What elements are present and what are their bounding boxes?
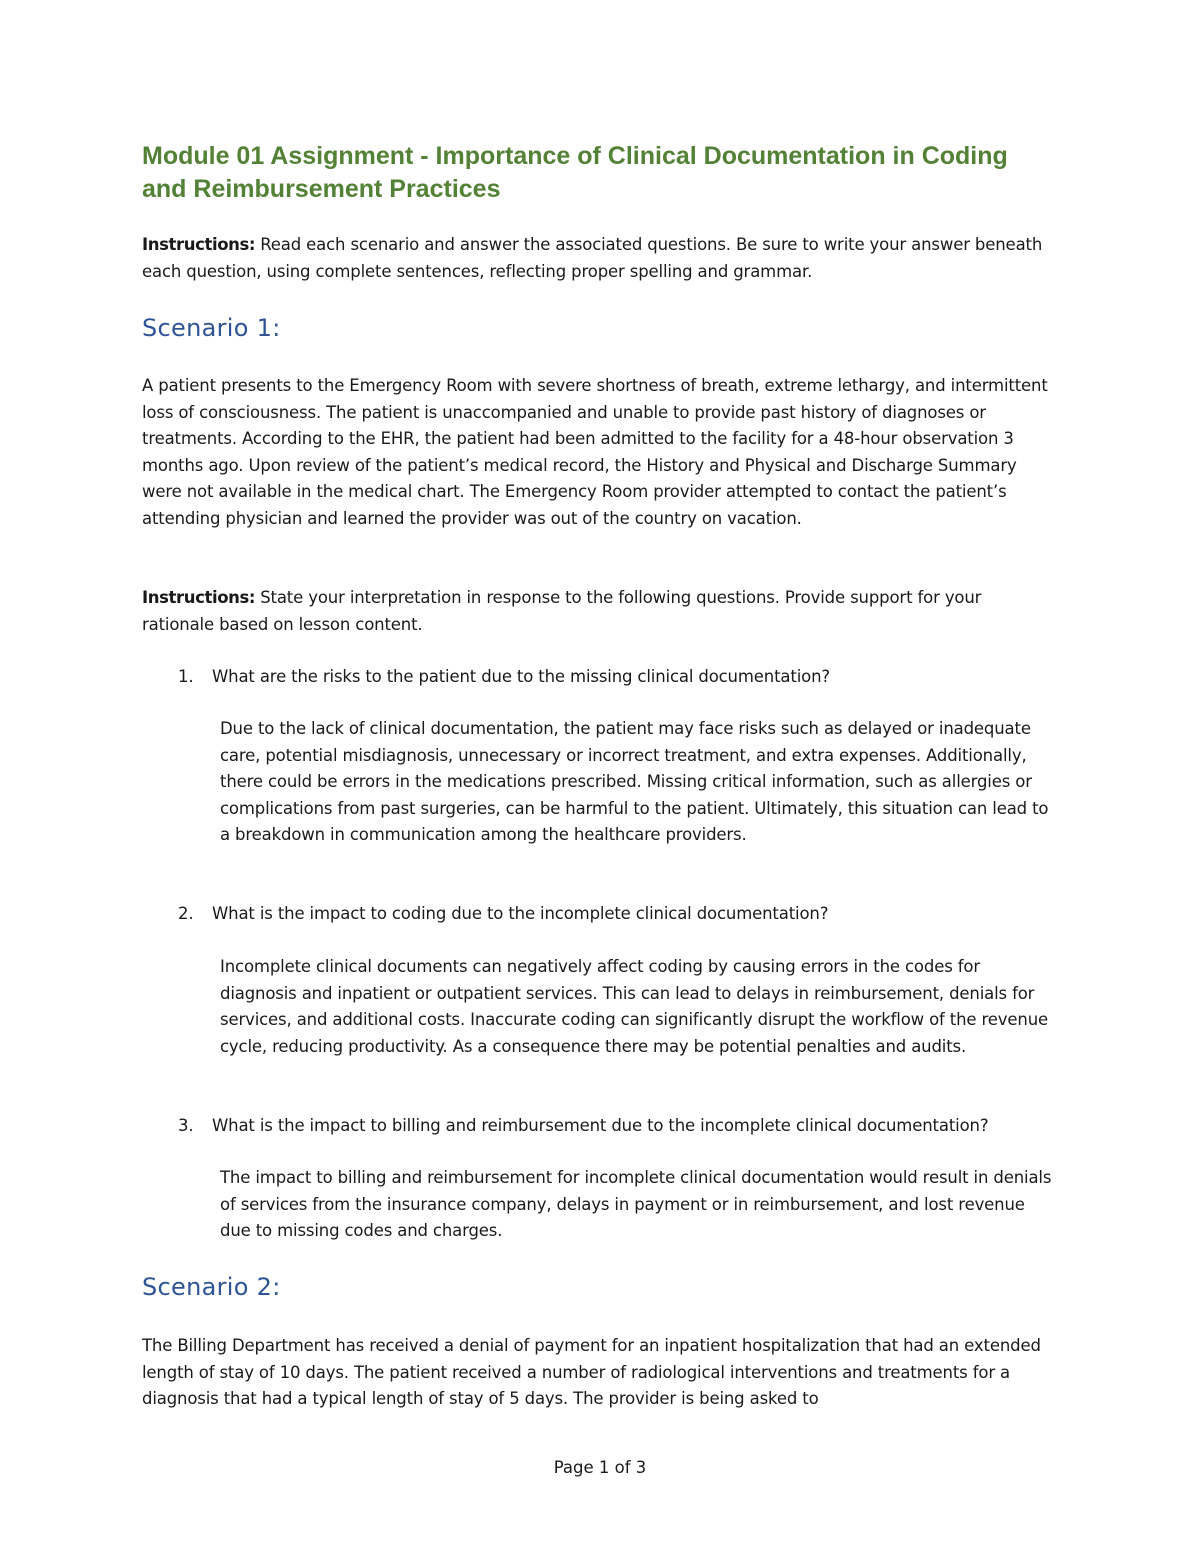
question-number: 1. xyxy=(178,667,194,686)
instructions-paragraph-2 xyxy=(142,585,1057,638)
answer-2: Incomplete clinical documents can negatively affect coding by causing errors in the codes for diagnosis and inpatient or outpatient services. This can lead to delays in reimbursement, denials for services, and additional costs. Inaccurate coding can significantly disrupt the workflow of the revenue cycle, reducing productivity. As a consequence there may be potential penalties and audits. xyxy=(220,957,1049,1056)
scenario-2-heading: Scenario 2: xyxy=(142,1273,281,1301)
question-number: 3. xyxy=(178,1116,194,1135)
instructions-label-2: Instructions: xyxy=(142,588,256,607)
scenario-1-heading: Scenario 1: xyxy=(142,314,281,342)
scenario-2-body: The Billing Department has received a denial of payment for an inpatient hospitalization that had an extended length of stay of 10 days. The patient received a number of radiological interventions and treatments for a diagnosis that had a typical length of stay of 5 days. The provider is being asked to xyxy=(142,1336,1041,1408)
question-2 xyxy=(178,901,1058,928)
question-number: 2. xyxy=(178,904,194,923)
scenario-1-body: A patient presents to the Emergency Room with severe shortness of breath, extreme lethargy, and intermittent loss of consciousness. The patient is unaccompanied and unable to provide past history of diagnoses or treatments. According to the EHR, the patient had been admitted to the facility for a 48-hour observation 3 months ago. Upon review of the patient’s medical record, the History and Physical and Discharge Summary were not available in the medical chart. The Emergency Room provider attempted to contact the patient’s attending physician and learned the provider was out of the country on vacation. xyxy=(142,376,1048,528)
question-text: What is the impact to billing and reimbursement due to the incomplete clinical documentation? xyxy=(212,1116,989,1135)
instructions-text-2: State your interpretation in response to the following questions. Provide support for your rationale based on lesson content. xyxy=(142,588,982,634)
instructions-paragraph xyxy=(142,232,1057,285)
answer-3: The impact to billing and reimbursement for incomplete clinical documentation would result in denials of services from the insurance company, delays in payment or in reimbursement, and lost revenue due to missing codes and charges. xyxy=(220,1168,1052,1240)
question-text: What is the impact to coding due to the incomplete clinical documentation? xyxy=(212,904,829,923)
document-title: Module 01 Assignment - Importance of Clinical Documentation in Coding and Reimbursement Practices xyxy=(142,142,1008,203)
instructions-label: Instructions: xyxy=(142,235,256,254)
question-3 xyxy=(178,1113,1058,1140)
instructions-text: Read each scenario and answer the associated questions. Be sure to write your answer beneath each question, using complete sentences, reflecting proper spelling and grammar. xyxy=(142,235,1043,281)
question-text: What are the risks to the patient due to the missing clinical documentation? xyxy=(212,667,830,686)
question-1 xyxy=(178,664,1058,691)
answer-1: Due to the lack of clinical documentation, the patient may face risks such as delayed or inadequate care, potential misdiagnosis, unnecessary or incorrect treatment, and extra expenses. Additionally, there could be errors in the medications prescribed. Missing critical information, such as allergies or complications from past surgeries, can be harmful to the patient. Ultimately, this situation can lead to a breakdown in communication among the healthcare providers. xyxy=(220,719,1049,844)
page-number-footer: Page 1 of 3 xyxy=(553,1458,647,1477)
